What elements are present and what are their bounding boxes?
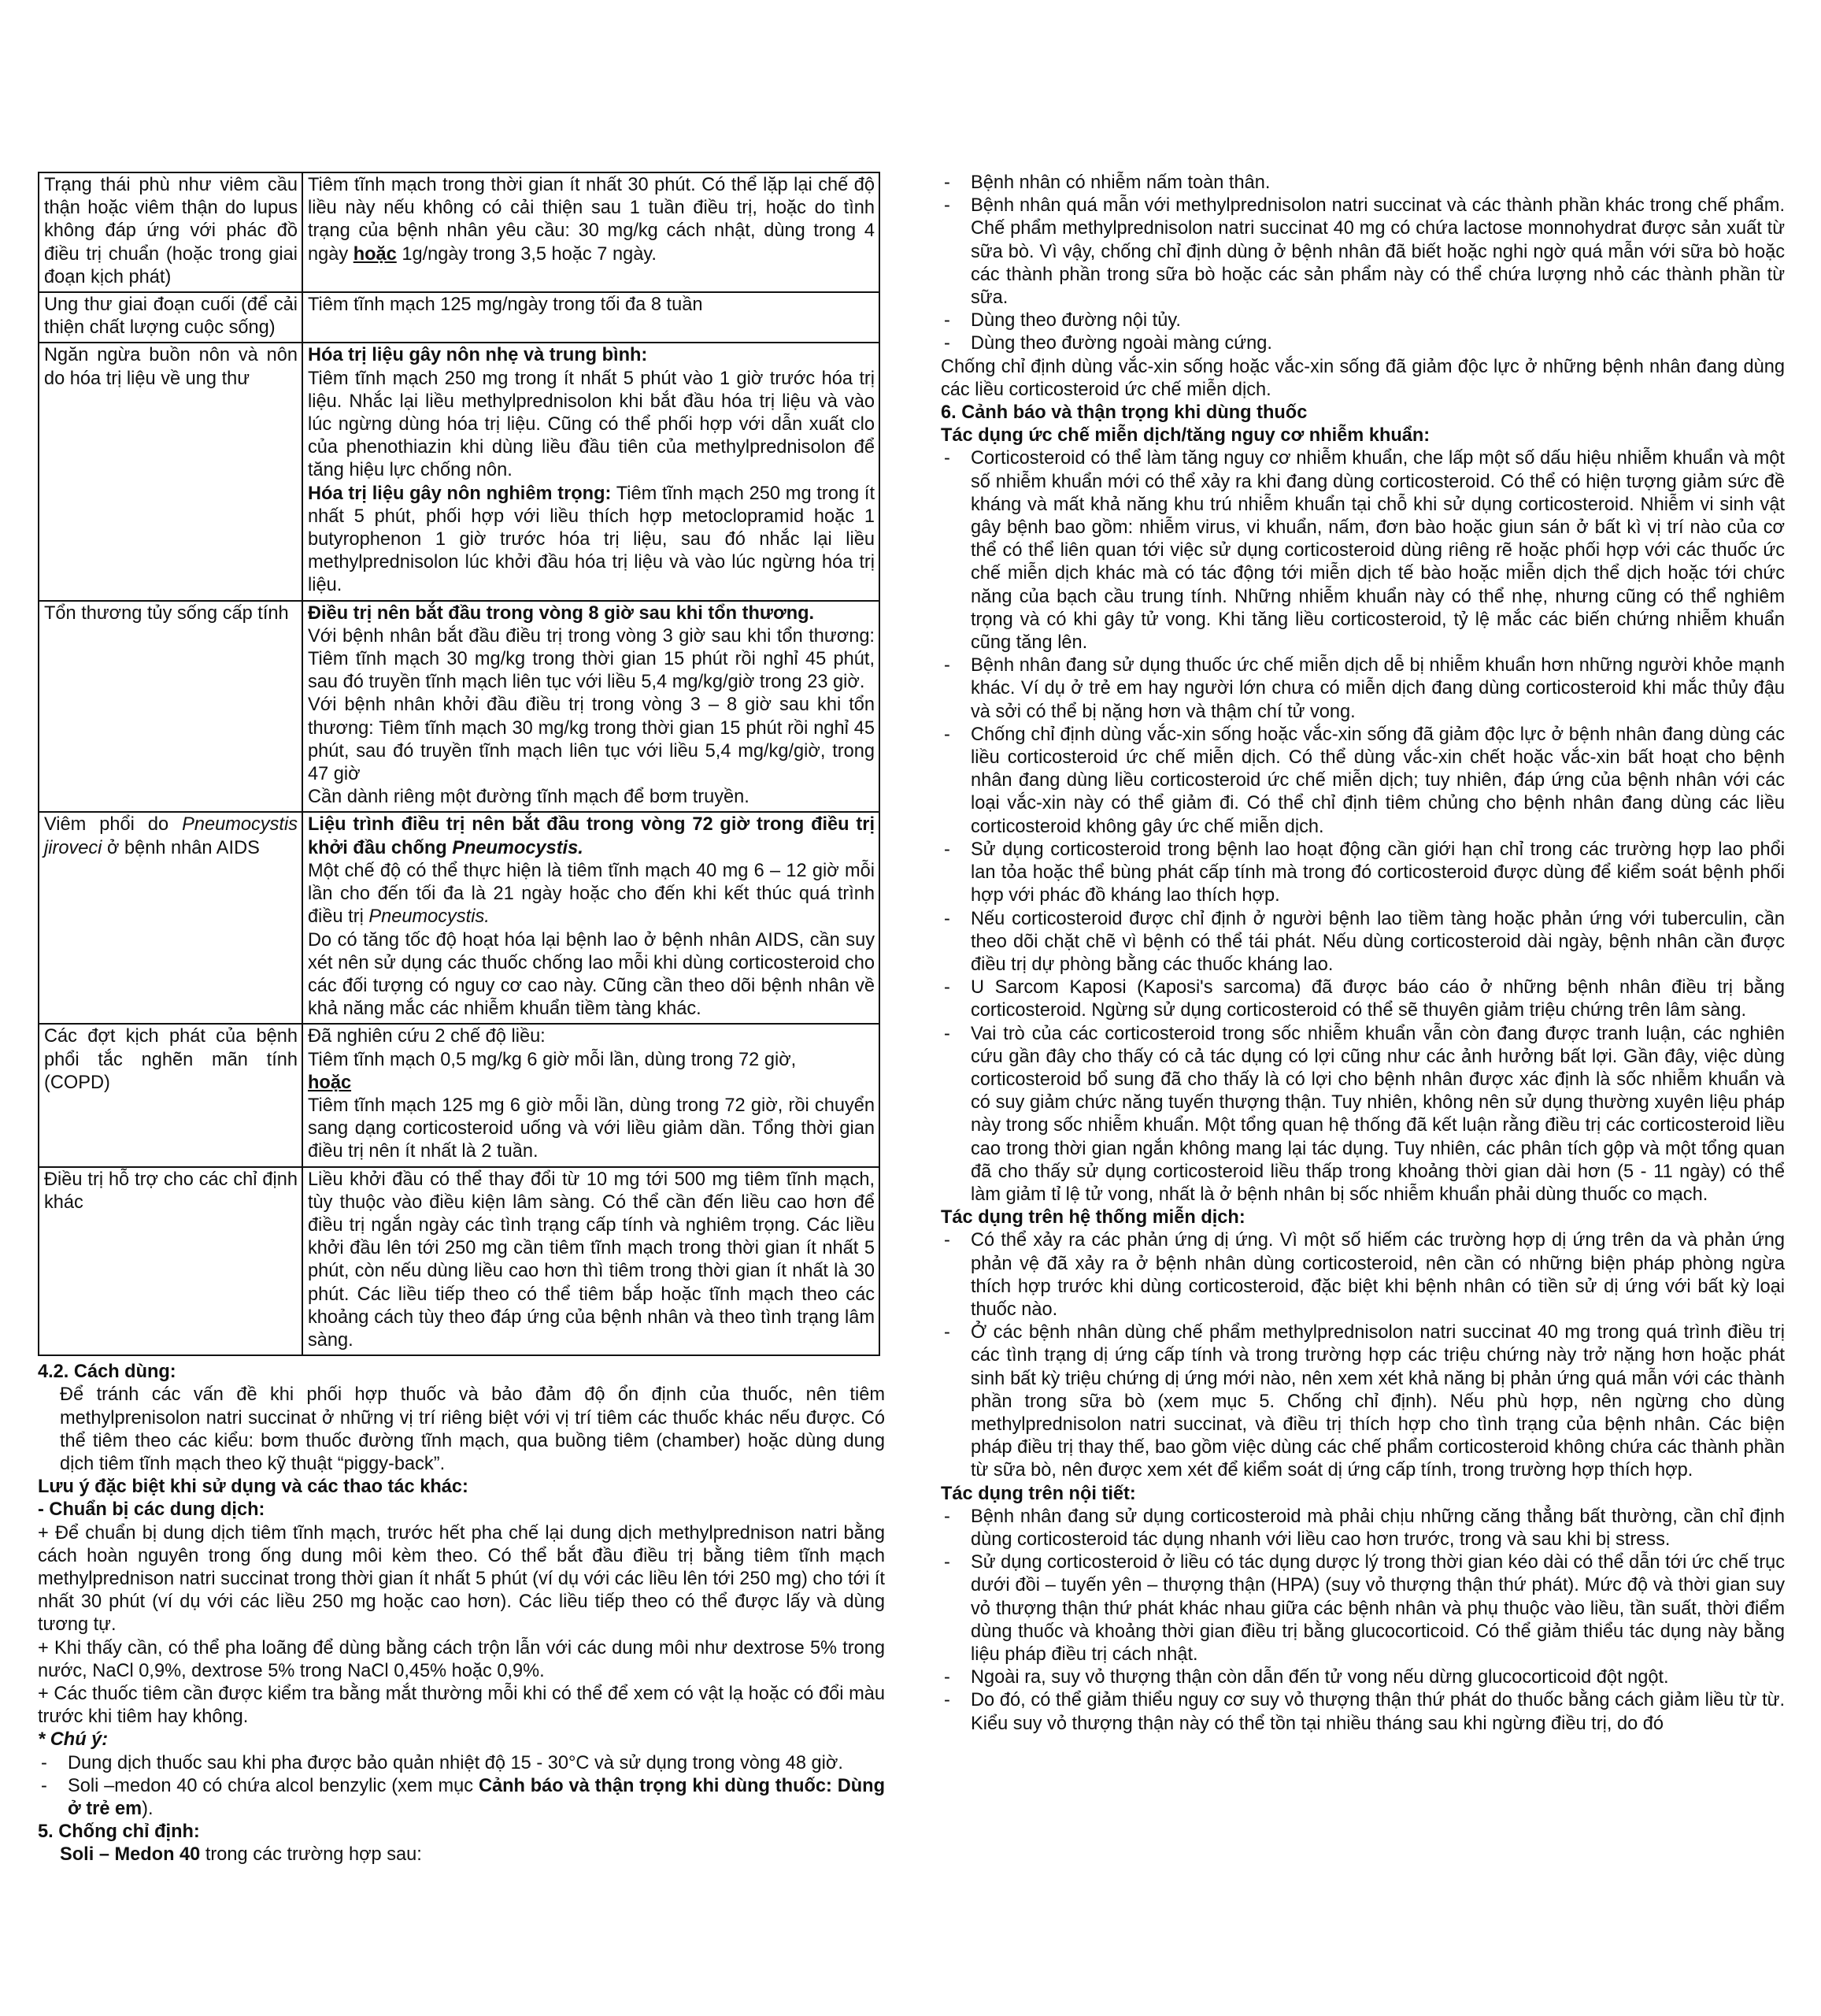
regimen-line	[308, 813, 875, 859]
regimen-line	[308, 483, 875, 598]
condition-cell: Điều trị hỗ trợ cho các chỉ định khác	[39, 1167, 302, 1356]
endocrine-item: - Ngoài ra, suy vỏ thượng thận còn dẫn đến tử vong nếu dừng glucocorticoid đột ngột.	[941, 1666, 1785, 1689]
regimen-text: Pneumocystis.	[368, 906, 490, 928]
endocrine-heading: Tác dụng trên nội tiết:	[941, 1483, 1136, 1504]
contraindication-list	[941, 172, 1785, 356]
contraindication-item: - Bệnh nhân quá mẫn với methylprednisolon natri succinat và các thành phần khác trong chế phẩm. Chế phẩm methylprednisolon natri succinat 40 mg có chứa lactose monnohydrat được sản xuất từ sữa bò. Vì vậy, chống chỉ định dùng ở bệnh nhân đã biết hoặc nghi ngờ quá mẫn với sữa bò hoặc các thành phần trong sữa bò hoặc các sản phẩm này có thể chứa lượng nhỏ các thành phần từ sữa.	[941, 195, 1785, 309]
condition-text: Viêm phổi do	[44, 814, 183, 836]
regimen-line	[308, 1025, 875, 1048]
dosing-row	[39, 292, 879, 343]
prep-item: + Các thuốc tiêm cần được kiểm tra bằng mắt thường mỗi khi có thể để xem có vật lạ hoặc có đổi màu trước khi tiêm hay không.	[38, 1684, 885, 1728]
immune-system-heading: Tác dụng trên hệ thống miễn dịch:	[941, 1207, 1245, 1228]
note-label: * Chú ý:	[38, 1729, 109, 1751]
prep-item: + Khi thấy cần, có thể pha loãng để dùng bằng cách trộn lẫn với các dung môi như dextrose 5% trong nước, NaCl 0,9%, dextrose 5% trong NaCl 0,45% hoặc 0,9%.	[38, 1637, 885, 1681]
section-6-heading: 6. Cảnh báo và thận trọng khi dùng thuốc	[941, 402, 1308, 424]
note-crossref: Cảnh báo và thận trọng khi dùng thuốc: Dùng ở trẻ em	[68, 1775, 885, 1820]
note-item	[38, 1775, 885, 1821]
regimen-text: Đã nghiên cứu 2 chế độ liều:	[308, 1026, 546, 1047]
section-4-2-heading: 4.2. Cách dùng:	[38, 1362, 176, 1383]
immunosuppression-heading: Tác dụng ức chế miễn dịch/tăng nguy cơ nhiễm khuẩn:	[941, 425, 1431, 447]
regimen-text: Liều khởi đầu có thể thay đổi từ 10 mg tới 500 mg tiêm tĩnh mạch, tùy thuộc vào điều kiện lâm sàng. Có thể cần đến liều cao hơn để điều trị ngắn ngày các tình trạng cấp tính và nghiêm trọng. Các liều khởi đầu lên tới 250 mg cần tiêm tĩnh mạch trong thời gian ít nhất 5 phút, còn nếu dùng liều cao hơn thì tiêm trong thời gian ít nhất là 30 phút. Các liều tiếp theo có thể tiêm bắp hoặc tĩnh mạch theo các khoảng cách tùy theo đáp ứng của bệnh nhân và theo tình trạng lâm sàng.	[308, 1169, 875, 1351]
product-name: Soli – Medon 40	[60, 1844, 201, 1866]
section-5-lead	[38, 1844, 885, 1866]
warning-item: - Bệnh nhân đang sử dụng thuốc ức chế miễn dịch dễ bị nhiễm khuẩn hơn những người khỏe mạnh khác. Ví dụ ở trẻ em hay người lớn chưa có miễn dịch đang dùng corticosteroid khi mắc thủy đậu và sởi có thể bị nặng hơn và thậm chí tử vong.	[941, 654, 1785, 724]
regimen-cell	[302, 292, 879, 343]
regimen-text: Tiêm tĩnh mạch trong thời gian ít nhất 30 phút. Có thể lặp lại chế độ liều này nếu không có cải thiện sau 1 tuần điều trị, hoặc do tình trạng của bệnh nhân yêu cầu: 30 mg/kg cách nhật, dùng trong 4 ngày	[308, 175, 875, 265]
regimen-line	[308, 1072, 875, 1095]
dosing-table-body	[39, 172, 879, 1355]
dosing-table	[38, 172, 880, 1356]
contraindication-closing: Chống chỉ định dùng vắc-xin sống hoặc vắc-xin sống đã giảm độc lực ở những bệnh nhân đang dùng các liều corticosteroid ức chế miễn dịch.	[941, 356, 1785, 400]
regimen-text: Hóa trị liệu gây nôn nhẹ và trung bình:	[308, 345, 648, 366]
section-4-2	[38, 1361, 885, 1821]
regimen-line	[308, 344, 875, 367]
regimen-cell	[302, 172, 879, 292]
condition-cell: Ung thư giai đoạn cuối (để cải thiện chất lượng cuộc sống)	[39, 292, 302, 343]
regimen-line	[308, 625, 875, 695]
regimen-cell	[302, 1024, 879, 1166]
regimen-text: 1g/ngày trong 3,5 hoặc 7 ngày.	[396, 243, 657, 265]
dosing-row	[39, 172, 879, 292]
condition-cell: Trạng thái phù như viêm cầu thận hoặc viêm thận do lupus không đáp ứng với phác đồ điều trị chuẩn (hoặc trong giai đoạn kịch phát)	[39, 172, 302, 292]
dosing-row	[39, 812, 879, 1024]
warning-item: - U Sarcom Kaposi (Kaposi's sarcoma) đã được báo cáo ở những bệnh nhân điều trị bằng corticosteroid. Ngừng sử dụng corticosteroid có thể sẽ thuyên giảm triệu chứng trên lâm sàng.	[941, 976, 1785, 1022]
regimen-cell	[302, 343, 879, 600]
regimen-line	[308, 929, 875, 1021]
regimen-line	[308, 294, 875, 317]
regimen-cell	[302, 601, 879, 813]
warning-item: - Vai trò của các corticosteroid trong sốc nhiễm khuẩn vẫn còn đang được tranh luận, các nghiên cứu gần đây cho thấy có cả tác dụng có lợi cũng như các ảnh hưởng bất lợi. Gần đây, việc dùng corticosteroid bổ sung đã cho thấy là có lợi cho bệnh nhân được xác định là sốc nhiễm khuẩn và có suy giảm chức năng tuyến thượng thận. Tuy nhiên, không nên sử dụng thường xuyên liệu pháp này trong sốc nhiễm khuẩn. Một tổng quan hệ thống đã kết luận rằng điều trị các corticosteroid liều cao trong thời gian ngắn không mang lại tác dụng. Tuy nhiên, các phân tích gộp và một tổng quan đã cho thấy sử dụng corticosteroid liều thấp trong khoảng thời gian dài hơn (5 - 11 ngày) có thể làm giảm tỉ lệ tử vong, nhất là ở bệnh nhân bị sốc nhiễm khuẩn phải dùng thuốc co mạch.	[941, 1023, 1785, 1207]
contraindication-item: - Dùng theo đường ngoài màng cứng.	[941, 332, 1785, 355]
regimen-text: hoặc	[353, 243, 397, 265]
contraindication-item: - Dùng theo đường nội tủy.	[941, 309, 1785, 332]
regimen-text: Với bệnh nhân bắt đầu điều trị trong vòng 3 giờ sau khi tổn thương: Tiêm tĩnh mạch 30 mg/kg trong thời gian 15 phút rồi nghỉ 45 phút, sau đó truyền tĩnh mạch liên tục với liều 5,4 mg/kg/giờ trong 23 giờ.	[308, 625, 875, 693]
endocrine-item: - Do đó, có thể giảm thiểu nguy cơ suy vỏ thượng thận thứ phát do thuốc bằng cách giảm liều từ từ. Kiểu suy vỏ thượng thận này có thể tồn tại nhiều tháng sau khi ngừng điều trị, do đó	[941, 1689, 1785, 1735]
dosing-row	[39, 601, 879, 813]
regimen-line	[308, 1169, 875, 1353]
regimen-line	[308, 1095, 875, 1164]
immune-item: - Ở các bệnh nhân dùng chế phẩm methylprednisolon natri succinat 40 mg trong quá trình điều trị các tình trạng dị ứng cấp tính và trong trường hợp các triệu chứng này trở nặng hơn hoặc phát sinh bất kỳ triệu chứng dị ứng mới nào, nên xem xét khả năng bị phản ứng quá mẫn với các thành phần trong sữa bò (xem mục 5. Chống chỉ định). Nếu phù hợp, nên ngừng cho dùng methylprednisolon natri succinat, và điều trị thích hợp cho tình trạng của bệnh nhân. Các biện pháp điều trị thay thế, bao gồm việc dùng các chế phẩm corticosteroid không chứa các thành phần từ sữa bò, nên được xem xét để kiểm soát dị ứng cấp tính, trong trường hợp thích hợp.	[941, 1321, 1785, 1482]
regimen-text: Hóa trị liệu gây nôn nghiêm trọng:	[308, 483, 612, 504]
regimen-text: Pneumocystis.	[452, 837, 583, 858]
regimen-text: Tiêm tĩnh mạch 0,5 mg/kg 6 giờ mỗi lần, dùng trong 72 giờ,	[308, 1049, 797, 1070]
right-column	[941, 172, 1785, 1736]
endocrine-item: - Sử dụng corticosteroid ở liều có tác dụng dược lý trong thời gian kéo dài có thể dẫn tới ức chế trục dưới đồi – tuyến yên – thượng thận (HPA) (suy vỏ thượng thận thứ phát). Mức độ và thời gian suy vỏ thượng thận thứ phát khác nhau giữa các bệnh nhân và phụ thuộc vào liều, tần suất, thời điểm dùng thuốc và khoảng thời gian điều trị bằng glucocorticoid. Có thể giảm thiểu tác dụng này bằng liệu pháp điều trị cách nhật.	[941, 1551, 1785, 1666]
regimen-text: Tiêm tĩnh mạch 125 mg/ngày trong tối đa 8 tuần	[308, 295, 703, 316]
section-5	[38, 1821, 885, 1866]
note-item: - Dung dịch thuốc sau khi pha được bảo quản nhiệt độ 15 - 30°C và sử dụng trong vòng 48 giờ.	[38, 1752, 885, 1775]
regimen-cell	[302, 812, 879, 1024]
regimen-line	[308, 368, 875, 483]
contraindication-item: - Bệnh nhân có nhiễm nấm toàn thân.	[941, 172, 1785, 195]
regimen-line	[308, 860, 875, 929]
prep-item: + Để chuẩn bị dung dịch tiêm tĩnh mạch, trước hết pha chế lại dung dịch methylprednison natri bằng cách hoàn nguyên trong ống dung môi kèm theo. Có thể bắt đầu điều trị bằng tiêm tĩnh mạch methylprednison natri succinat trong thời gian ít nhất 5 phút (ví dụ với các liều lên tới 250 mg) cho tới ít nhất 30 phút (ví dụ với các liều 250 mg hoặc cao hơn). Các liều tiếp theo có thể được lấy và dùng tương tự.	[38, 1522, 885, 1636]
regimen-text: Điều trị nên bắt đầu trong vòng 8 giờ sau khi tổn thương.	[308, 602, 815, 624]
regimen-text: Tiêm tĩnh mạch 125 mg 6 giờ mỗi lần, dùng trong 72 giờ, rồi chuyển sang dạng corticosteroid uống và với liều giảm dần. Tổng thời gian điều trị nên ít nhất là 2 tuần.	[308, 1095, 875, 1162]
immune-item: - Có thể xảy ra các phản ứng dị ứng. Vì một số hiếm các trường hợp dị ứng trên da và phản ứng phản vệ đã xảy ra ở bệnh nhân dùng corticosteroid, nên cần có những biện pháp phòng ngừa thích hợp trước khi dùng corticosteroid, đặc biệt khi bệnh nhân có tiền sử dị ứng với bất kỳ loại thuốc nào.	[941, 1229, 1785, 1321]
warning-item: - Sử dụng corticosteroid trong bệnh lao hoạt động cần giới hạn chỉ trong các trường hợp lao phổi lan tỏa hoặc thể bùng phát cấp tính mà trong đó corticosteroid được dùng để kiểm soát bệnh phối hợp với phác đồ kháng lao thích hợp.	[941, 839, 1785, 908]
section-5-heading: 5. Chống chỉ định:	[38, 1821, 200, 1843]
condition-text: Pneumocystis jiroveci	[44, 814, 298, 858]
prep-heading: - Chuẩn bị các dung dịch:	[38, 1499, 265, 1521]
warning-item: - Chống chỉ định dùng vắc-xin sống hoặc vắc-xin sống đã giảm độc lực ở bệnh nhân đang dùng các liều corticosteroid ức chế miễn dịch. Có thể dùng vắc-xin chết hoặc vắc-xin bất hoạt cho bệnh nhân đang dùng liều corticosteroid ức chế miễn dịch; tuy nhiên, đáp ứng của bệnh nhân với các loại vắc-xin này có thể giảm đi. Có thể chỉ định tiêm chủng cho bệnh nhân đang dùng các liều corticosteroid không gây ức chế miễn dịch.	[941, 724, 1785, 839]
left-column	[38, 172, 885, 1867]
regimen-text: Với bệnh nhân khởi đầu điều trị trong vòng 3 – 8 giờ sau khi tổn thương: Tiêm tĩnh mạch 30 mg/kg trong thời gian 15 phút rồi nghỉ 45 phút, sau đó truyền tĩnh mạch liên tục với liều 5,4 mg/kg/giờ, trong 47 giờ	[308, 695, 875, 785]
regimen-text: Tiêm tĩnh mạch 250 mg trong ít nhất 5 phút, phối hợp với liều thích hợp metoclopramid hoặc 1 butyrophenon 1 giờ trước hóa trị liệu, sau đó nhắc lại liều methylprednisolon lúc khởi đầu hóa trị liệu và vào lúc ngừng hóa trị liệu.	[308, 483, 875, 596]
section-4-2-intro: Để tránh các vấn đề khi phối hợp thuốc và bảo đảm độ ổn định của thuốc, nên tiêm methylprenisolon natri succinat ở những vị trí riêng biệt với vị trí tiêm các thuốc khác nếu được. Có thể tiêm theo các kiểu: bơm thuốc đường tĩnh mạch, qua buồng tiêm (chamber) hoặc dùng dung dịch tiêm tĩnh mạch theo kỹ thuật “piggy-back”.	[60, 1384, 885, 1474]
dosing-row	[39, 1024, 879, 1166]
warning-item: - Nếu corticosteroid được chỉ định ở người bệnh lao tiềm tàng hoặc phản ứng với tuberculin, cần theo dõi chặt chẽ vì bệnh có thể tái phát. Nếu dùng corticosteroid dài ngày, bệnh nhân cần được điều trị dự phòng bằng các thuốc kháng lao.	[941, 908, 1785, 977]
dosing-row	[39, 1167, 879, 1356]
special-notes-heading: Lưu ý đặc biệt khi sử dụng và các thao tác khác:	[38, 1477, 468, 1498]
regimen-line	[308, 786, 875, 809]
regimen-cell	[302, 1167, 879, 1356]
regimen-text: Cần dành riêng một đường tĩnh mạch để bơm truyền.	[308, 787, 749, 808]
regimen-line	[308, 174, 875, 266]
regimen-line	[308, 602, 875, 625]
condition-cell: Tổn thương tủy sống cấp tính	[39, 601, 302, 813]
note-text: ).	[142, 1799, 154, 1820]
regimen-text: hoặc	[308, 1072, 352, 1093]
regimen-text: Một chế độ có thể thực hiện là tiêm tĩnh mạch 40 mg 6 – 12 giờ mỗi lần cho đến tối đa là 21 ngày hoặc cho đến khi kết thúc quá trình điều trị	[308, 860, 875, 928]
section-5-lead-text: trong các trường hợp sau:	[200, 1844, 422, 1866]
regimen-line	[308, 1049, 875, 1072]
warning-item: - Corticosteroid có thể làm tăng nguy cơ nhiễm khuẩn, che lấp một số dấu hiệu nhiễm khuẩn và một số nhiễm khuẩn mới có thể xảy ra khi đang dùng corticosteroid. Có thể có hiện tượng giảm sức đề kháng và mất khả năng khu trú nhiễm khuẩn tại chỗ khi sử dụng corticosteroid. Nhiễm vi sinh vật gây bệnh bao gồm: nhiễm virus, vi khuẩn, nấm, đơn bào hoặc giun sán ở bất kì vị trí nào của cơ thể có thể liên quan tới việc sử dụng corticosteroid dùng riêng rẽ hoặc phối hợp với các thuốc ức chế miễn dịch khác mà có tác động tới miễn dịch tế bào hoặc miễn dịch thể dịch hoặc tới chức năng của bạch cầu trung tính. Những nhiễm khuẩn này có thể nhẹ, nhưng cũng có thể nghiêm trọng và có khi gây tử vong. Khi tăng liều corticosteroid, tỷ lệ mắc các biến chứng nhiễm khuẩn cũng tăng lên.	[941, 447, 1785, 654]
regimen-text: Do có tăng tốc độ hoạt hóa lại bệnh lao ở bệnh nhân AIDS, cần suy xét nên sử dụng các thuốc chống lao mỗi khi dùng corticosteroid cho các đối tượng có nguy cơ cao này. Cũng cần theo dõi bệnh nhân về khả năng mắc các nhiễm khuẩn tiềm tàng khác.	[308, 929, 875, 1020]
condition-text: ở bệnh nhân AIDS	[102, 837, 260, 858]
condition-cell: Các đợt kịch phát của bệnh phổi tắc nghẽn mãn tính (COPD)	[39, 1024, 302, 1166]
note-text: Soli –medon 40 có chứa alcol benzylic (xem mục	[68, 1775, 479, 1796]
endocrine-item: - Bệnh nhân đang sử dụng corticosteroid mà phải chịu những căng thẳng bất thường, cần chỉ định dùng corticosteroid tác dụng nhanh với liều cao hơn trước, trong và sau khi bị stress.	[941, 1506, 1785, 1551]
condition-cell: Ngăn ngừa buồn nôn và nôn do hóa trị liệu về ung thư	[39, 343, 302, 600]
condition-cell	[39, 812, 302, 1024]
dosing-row	[39, 343, 879, 600]
regimen-text: Liệu trình điều trị nên bắt đầu trong vòng 72 giờ trong điều trị khởi đầu chống	[308, 814, 875, 858]
regimen-text: Tiêm tĩnh mạch 250 mg trong ít nhất 5 phút vào 1 giờ trước hóa trị liệu. Nhắc lại liều methylprednisolon khi bắt đầu hóa trị liệu và vào lúc ngừng dùng hóa trị liệu. Cũng có thể phối hợp với dẫn xuất clo của phenothiazin khi dùng liều đầu tiên của methylprednisolon để tăng hiệu lực chống nôn.	[308, 368, 875, 481]
regimen-line	[308, 694, 875, 786]
